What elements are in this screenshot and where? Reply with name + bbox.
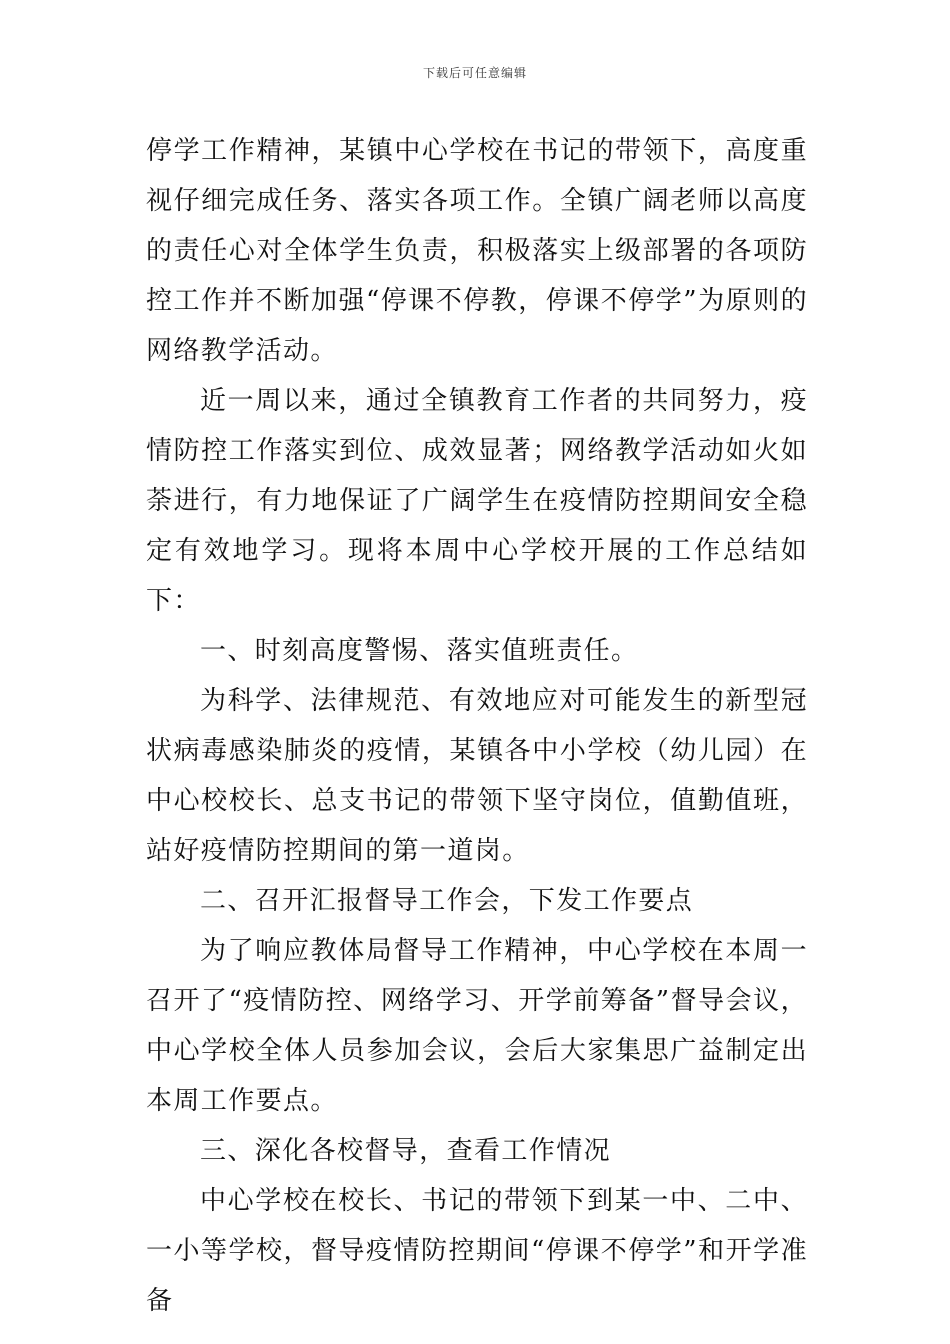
paragraph-5: 中心学校在校长、书记的带领下到某一中、二中、一小等学校，督导疫情防控期间“停课不停学”和开学准备: [146, 1186, 808, 1316]
section-heading-1: 一、时刻高度警惕、落实值班责任。: [200, 636, 639, 666]
document-body: [146, 126, 808, 1326]
paragraph-1: 停学工作精神，某镇中心学校在书记的带领下，高度重视仔细完成任务、落实各项工作。全镇广阔老师以高度的责任心对全体学生负责，积极落实上级部署的各项防控工作并不断加强“停课不停教，停课不停学”为原则的网络教学活动。: [146, 136, 808, 366]
paragraph-2: 近一周以来，通过全镇教育工作者的共同努力，疫情防控工作落实到位、成效显著；网络教学活动如火如荼进行，有力地保证了广阔学生在疫情防控期间安全稳定有效地学习。现将本周中心学校开展的工作总结如下：: [146, 386, 808, 616]
section-heading-3: 三、深化各校督导，查看工作情况: [200, 1136, 612, 1166]
header-note: 下载后可任意编辑: [422, 66, 527, 80]
paragraph-3: 为科学、法律规范、有效地应对可能发生的新型冠状病毒感染肺炎的疫情，某镇各中小学校（幼儿园）在中心校校长、总支书记的带领下坚守岗位，值勤值班，站好疫情防控期间的第一道岗。: [146, 686, 808, 866]
paragraph-4: 为了响应教体局督导工作精神，中心学校在本周一召开了“疫情防控、网络学习、开学前筹备”督导会议，中心学校全体人员参加会议，会后大家集思广益制定出本周工作要点。: [146, 936, 808, 1116]
section-heading-2: 二、召开汇报督导工作会，下发工作要点: [200, 886, 694, 916]
